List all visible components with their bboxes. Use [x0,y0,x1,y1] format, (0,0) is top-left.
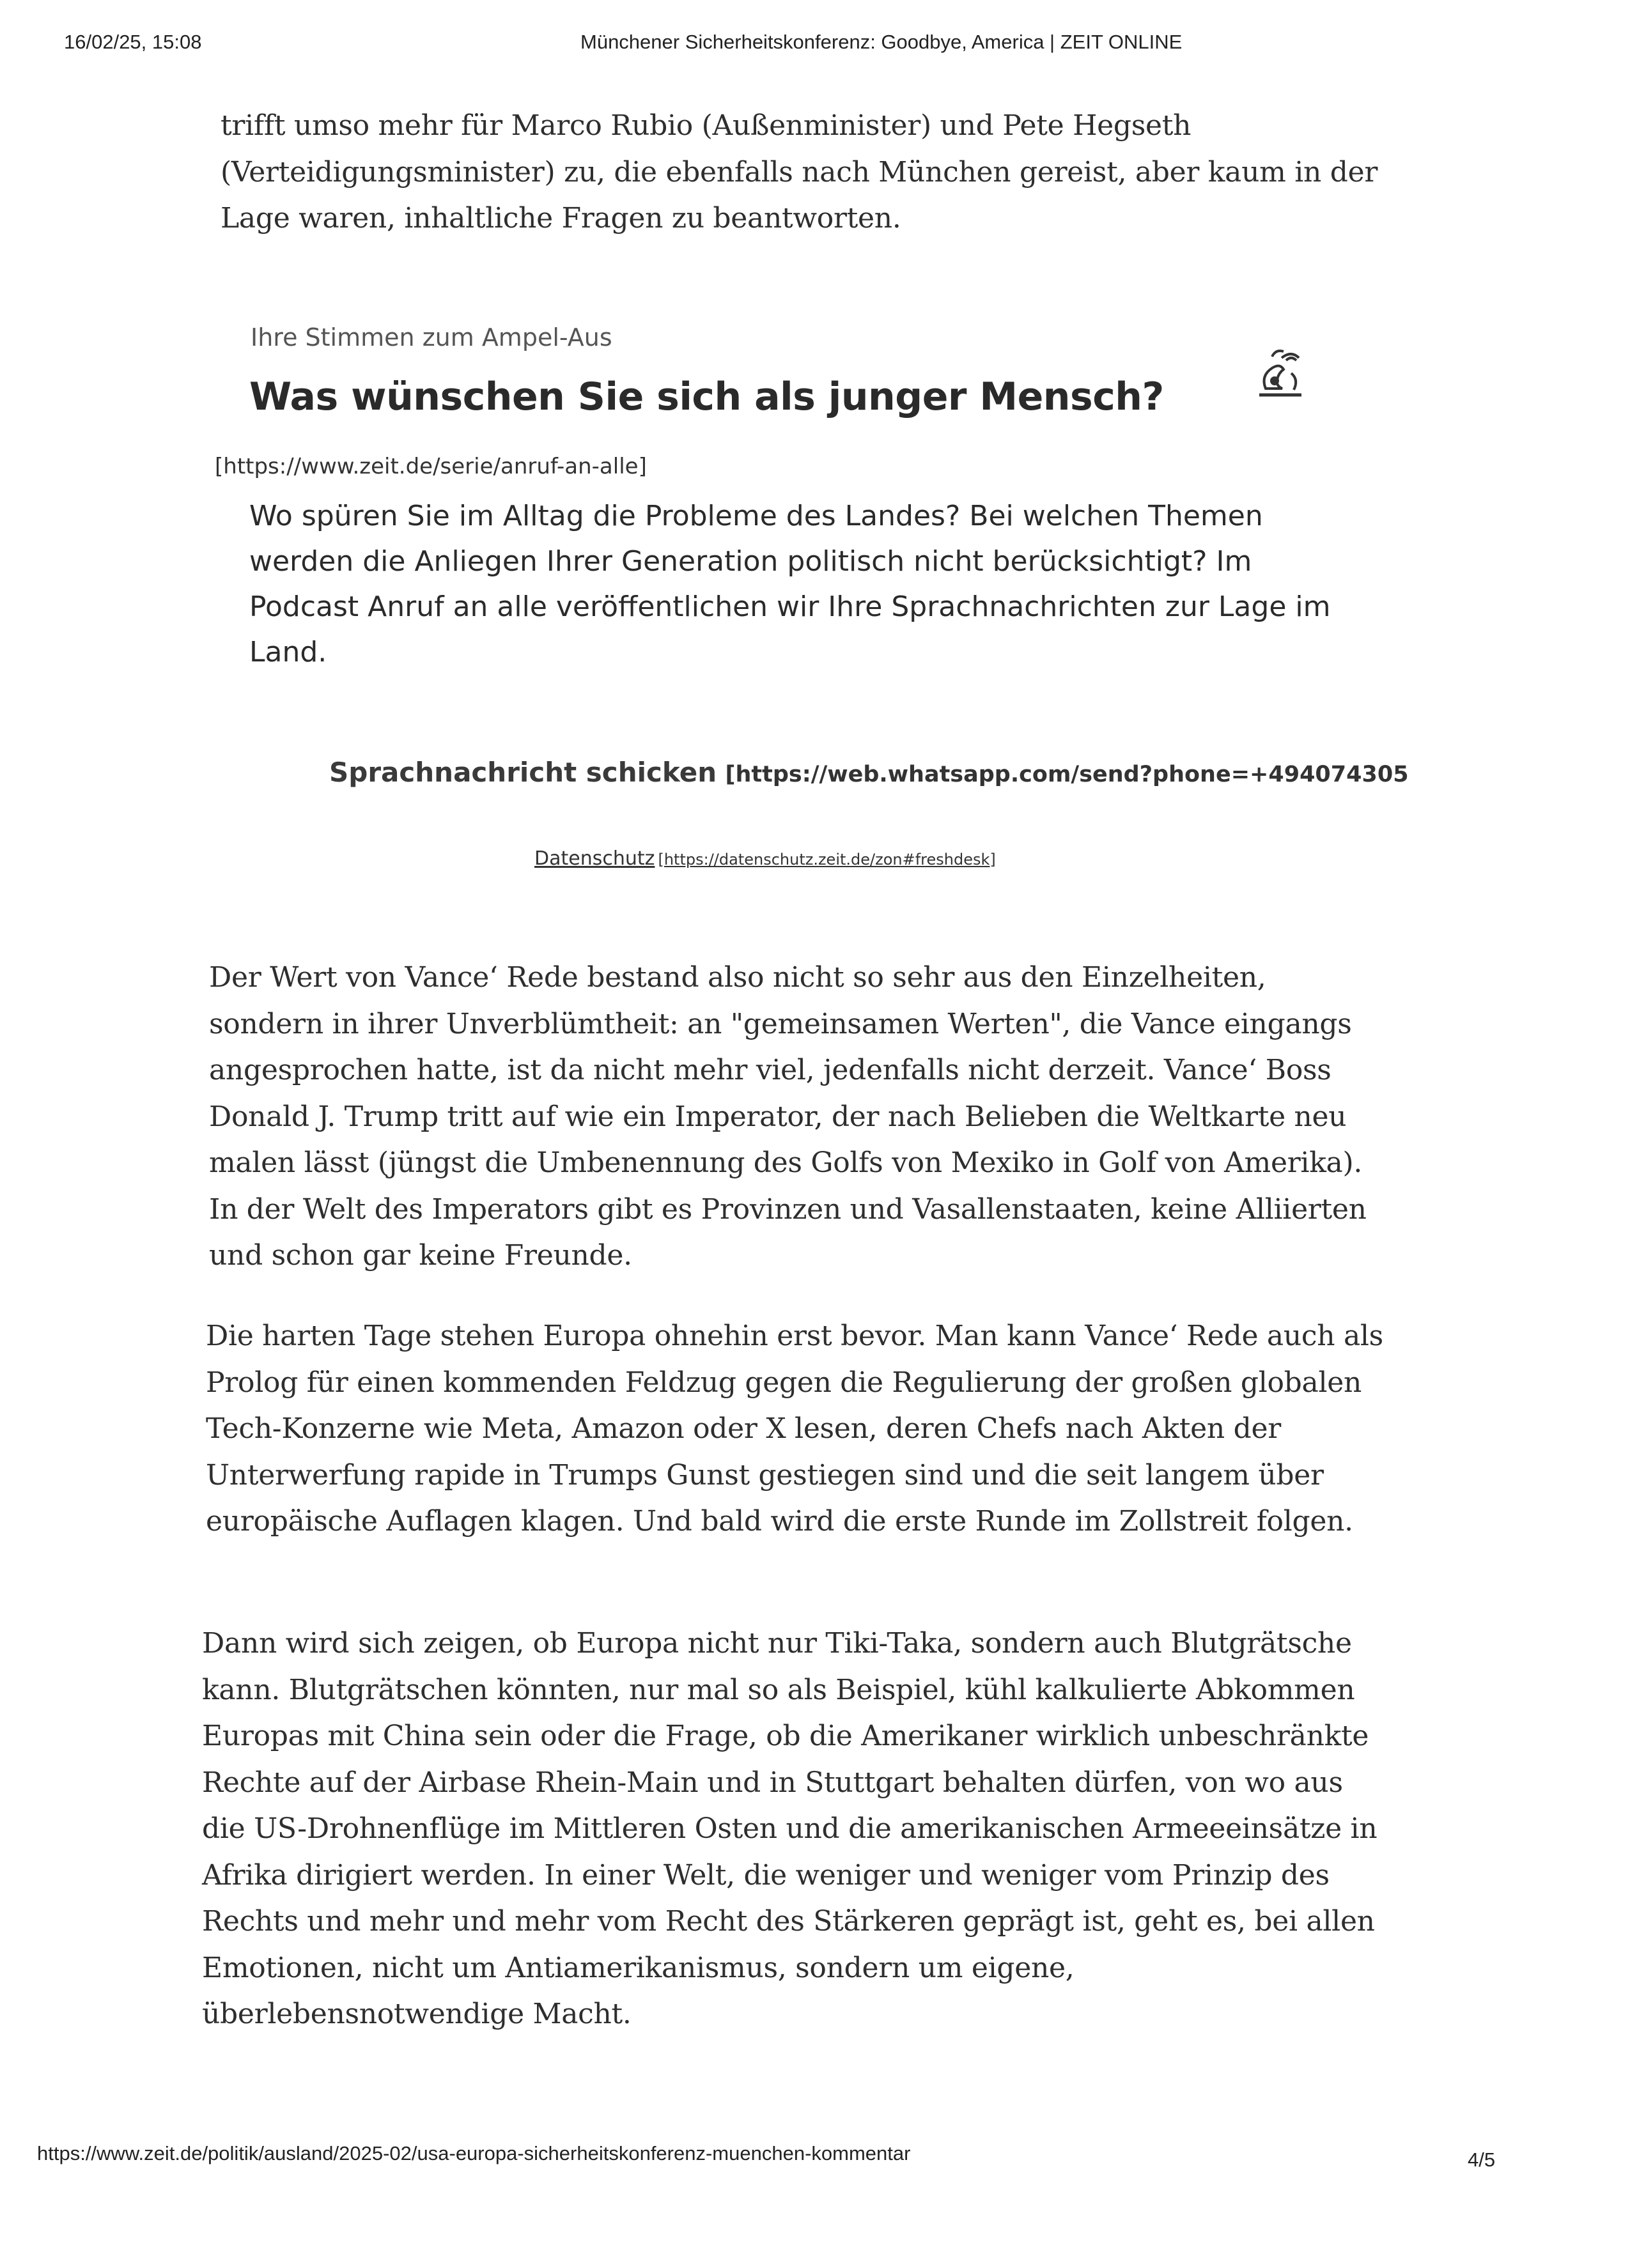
privacy-url: [https://datenschutz.zeit.de/zon#freshdesk] [658,851,996,868]
privacy-label[interactable]: Datenschutz [534,847,655,870]
send-voice-message-label[interactable]: Sprachnachricht schicken [329,757,717,788]
print-footer-page-number: 4/5 [1468,2148,1496,2171]
phone-illustration-icon [1246,344,1310,401]
teaser-link-url[interactable]: [https://www.zeit.de/serie/anruf-an-alle] [215,454,647,479]
print-header-title: Münchener Sicherheitskonferenz: Goodbye, America | ZEIT ONLINE [580,31,1183,53]
send-voice-message-link[interactable] [329,757,1409,788]
print-footer-url: https://www.zeit.de/politik/ausland/2025-02/usa-europa-sicherheitskonferenz-muenchen-kommentar [37,2142,911,2164]
teaser-title[interactable]: Was wünschen Sie sich als junger Mensch? [249,374,1164,419]
privacy-link[interactable] [534,847,996,870]
print-header-date: 16/02/25, 15:08 [64,31,202,53]
article-paragraph: Die harten Tage stehen Europa ohnehin erst bevor. Man kann Vance‘ Rede auch als Prolog für einen kommenden Feldzug gegen die Regulierung der großen globalen Tech-Konzerne wie Meta, Amazon oder X lesen, deren Chefs nach Akten der Unterwerfung rapide in Trumps Gunst gestiegen sind und die seit langem über europäische Auflagen klagen. Und bald wird die erste Runde im Zollstreit folgen. [206,1320,1383,1538]
article-paragraph: Dann wird sich zeigen, ob Europa nicht nur Tiki-Taka, sondern auch Blutgrätsche kann. Blutgrätschen könnten, nur mal so als Beispiel, kühl kalkulierte Abkommen Europas mit China sein oder die Frage, ob die Amerikaner wirklich unbeschränkte Rechte auf der Airbase Rhein-Main und in Stuttgart behalten dürfen, von wo aus die US-Drohnenflüge im Mittleren Osten und die amerikanischen Armeeeinsätze in Afrika dirigiert werden. In einer Welt, die weniger und weniger vom Prinzip des Rechts und mehr und mehr vom Recht des Stärkeren geprägt ist, geht es, bei allen Emotionen, nicht um Antiamerikanismus, sondern um eigene, überlebensnotwendige Macht. [202,1627,1378,2030]
teaser-text: Wo spüren Sie im Alltag die Probleme des Landes? Bei welchen Themen werden die Anliegen Ihrer Generation politisch nicht berücksichtigt? Im Podcast Anruf an alle veröffentlichen wir Ihre Sprachnachrichten zur Lage im Land. [249,500,1331,668]
article-intro-paragraph: trifft umso mehr für Marco Rubio (Außenminister) und Pete Hegseth (Verteidigungsminister) zu, die ebenfalls nach München gereist, aber kaum in der Lage waren, inhaltliche Fragen zu beantworten. [221,109,1378,235]
send-voice-message-url: [https://web.whatsapp.com/send?phone=+494074305 [725,762,1409,787]
article-paragraph: Der Wert von Vance‘ Rede bestand also nicht so sehr aus den Einzelheiten, sondern in ihrer Unverblümtheit: an "gemeinsamen Werten", die Vance eingangs angesprochen hatte, ist da nicht mehr viel, jedenfalls nicht derzeit. Vance‘ Boss Donald J. Trump tritt auf wie ein Imperator, der nach Belieben die Weltkarte neu malen lässt (jüngst die Umbenennung des Golfs von Mexiko in Golf von Amerika). In der Welt des Imperators gibt es Provinzen und Vasallenstaaten, keine Alliierten und schon gar keine Freunde. [209,961,1367,1272]
teaser-kicker: Ihre Stimmen zum Ampel-Aus [251,323,612,351]
